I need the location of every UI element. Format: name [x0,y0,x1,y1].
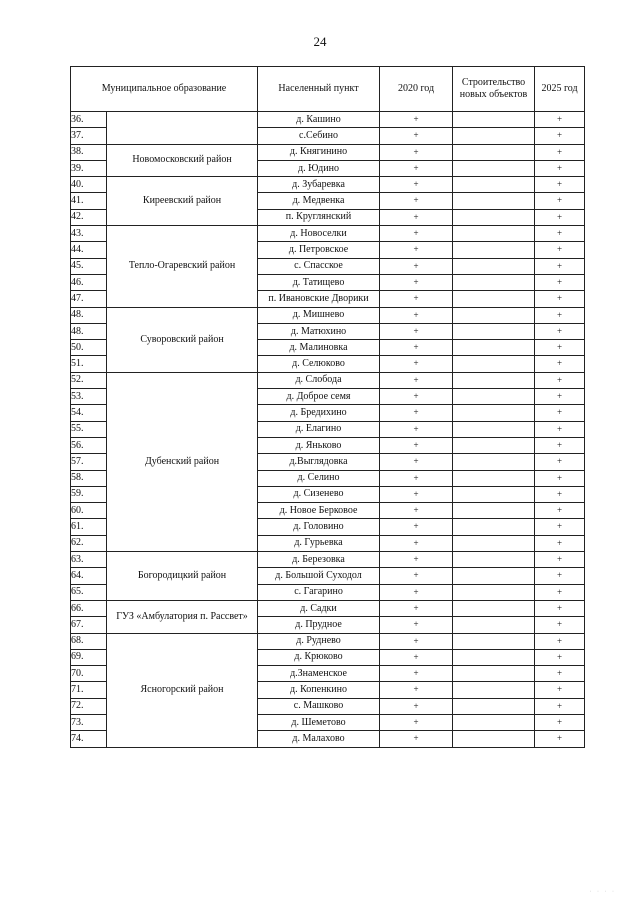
year-2020-mark: + [380,307,453,323]
table-row [71,552,585,568]
year-2025-mark: + [535,535,585,551]
new-construction-cell [453,503,535,519]
table-header [71,67,585,112]
new-construction-cell [453,649,535,665]
locality-cell: д. Медвенка [258,193,380,209]
year-2020-mark: + [380,714,453,730]
locality-cell: с. Машково [258,698,380,714]
locality-cell: д. Селюково [258,356,380,372]
year-2020-mark: + [380,372,453,388]
new-construction-cell [453,307,535,323]
municipality-cell: Ясногорский район [107,633,258,747]
row-number: 45. [71,258,107,274]
header-municipality: Муниципальное образование [71,67,258,112]
year-2020-mark: + [380,454,453,470]
year-2025-mark: + [535,731,585,747]
municipality-cell: Тепло-Огаревский район [107,226,258,307]
locality-cell: д. Новоселки [258,226,380,242]
locality-cell: п. Ивановские Дворики [258,291,380,307]
row-number: 57. [71,454,107,470]
locality-cell: д. Копенкино [258,682,380,698]
year-2025-mark: + [535,600,585,616]
locality-cell: с. Спасское [258,258,380,274]
new-construction-cell [453,291,535,307]
page-number: 24 [313,34,327,49]
new-construction-cell [453,340,535,356]
new-construction-cell [453,144,535,160]
year-2020-mark: + [380,144,453,160]
year-2020-mark: + [380,209,453,225]
year-2025-mark: + [535,274,585,290]
new-construction-cell [453,535,535,551]
row-number: 73. [71,714,107,730]
locality-cell: д. Юдино [258,160,380,176]
year-2020-mark: + [380,242,453,258]
locality-cell: п. Круглянский [258,209,380,225]
year-2025-mark: + [535,291,585,307]
year-2020-mark: + [380,698,453,714]
locality-cell: д.Знаменское [258,666,380,682]
row-number: 47. [71,291,107,307]
locality-cell: д. Петровское [258,242,380,258]
new-construction-cell [453,698,535,714]
municipality-cell: Киреевский район [107,177,258,226]
year-2025-mark: + [535,584,585,600]
header-locality: Населенный пункт [258,67,380,112]
year-2025-mark: + [535,714,585,730]
year-2020-mark: + [380,633,453,649]
locality-cell: д. Головино [258,519,380,535]
row-number: 71. [71,682,107,698]
new-construction-cell [453,421,535,437]
year-2020-mark: + [380,112,453,128]
year-2025-mark: + [535,633,585,649]
row-number: 38. [71,144,107,160]
locality-cell: д. Княгинино [258,144,380,160]
header-year-2025: 2025 год [535,67,585,112]
new-construction-cell [453,666,535,682]
new-construction-cell [453,128,535,144]
row-number: 56. [71,437,107,453]
year-2025-mark: + [535,666,585,682]
row-number: 61. [71,519,107,535]
locality-cell: д. Садки [258,600,380,616]
table-row [71,307,585,323]
year-2025-mark: + [535,503,585,519]
new-construction-cell [453,552,535,568]
table-row [71,112,585,128]
locality-cell: д. Доброе семя [258,389,380,405]
year-2020-mark: + [380,437,453,453]
locality-cell: д. Слобода [258,372,380,388]
row-number: 60. [71,503,107,519]
new-construction-cell [453,112,535,128]
year-2025-mark: + [535,682,585,698]
row-number: 52. [71,372,107,388]
year-2025-mark: + [535,552,585,568]
year-2025-mark: + [535,405,585,421]
municipality-cell [107,112,258,145]
new-construction-cell [453,584,535,600]
year-2025-mark: + [535,486,585,502]
year-2025-mark: + [535,389,585,405]
municipality-cell: Новомосковский район [107,144,258,177]
year-2020-mark: + [380,535,453,551]
table-row [71,372,585,388]
row-number: 72. [71,698,107,714]
year-2025-mark: + [535,242,585,258]
localities-table [70,66,585,748]
row-number: 58. [71,470,107,486]
new-construction-cell [453,372,535,388]
year-2020-mark: + [380,503,453,519]
year-2020-mark: + [380,731,453,747]
locality-cell: д. Яньково [258,437,380,453]
new-construction-cell [453,633,535,649]
new-construction-cell [453,160,535,176]
row-number: 64. [71,568,107,584]
row-number: 65. [71,584,107,600]
locality-cell: д. Большой Суходол [258,568,380,584]
new-construction-cell [453,274,535,290]
row-number: 48. [71,323,107,339]
year-2025-mark: + [535,177,585,193]
row-number: 54. [71,405,107,421]
new-construction-cell [453,323,535,339]
year-2025-mark: + [535,128,585,144]
table-row [71,177,585,193]
year-2020-mark: + [380,666,453,682]
locality-cell: д. Малиновка [258,340,380,356]
row-number: 66. [71,600,107,616]
table-row [71,226,585,242]
table-row [71,600,585,616]
locality-cell: д. Мишнево [258,307,380,323]
row-number: 40. [71,177,107,193]
row-number: 44. [71,242,107,258]
year-2025-mark: + [535,112,585,128]
new-construction-cell [453,405,535,421]
year-2025-mark: + [535,519,585,535]
municipality-cell: Богородицкий район [107,552,258,601]
locality-cell: д. Малахово [258,731,380,747]
row-number: 69. [71,649,107,665]
year-2020-mark: + [380,323,453,339]
year-2025-mark: + [535,209,585,225]
year-2020-mark: + [380,389,453,405]
locality-cell: д. Сизенево [258,486,380,502]
locality-cell: д. Селино [258,470,380,486]
municipality-cell: Суворовский район [107,307,258,372]
row-number: 36. [71,112,107,128]
table-row [71,144,585,160]
row-number: 41. [71,193,107,209]
header-new-construction: Строительство новых объектов [453,67,535,112]
year-2025-mark: + [535,193,585,209]
year-2020-mark: + [380,682,453,698]
new-construction-cell [453,731,535,747]
locality-cell: д. Новое Берковое [258,503,380,519]
row-number: 43. [71,226,107,242]
table-body [71,112,585,748]
row-number: 62. [71,535,107,551]
new-construction-cell [453,258,535,274]
year-2025-mark: + [535,307,585,323]
year-2025-mark: + [535,617,585,633]
locality-cell: д. Прудное [258,617,380,633]
row-number: 68. [71,633,107,649]
new-construction-cell [453,226,535,242]
locality-cell: д. Елагино [258,421,380,437]
new-construction-cell [453,193,535,209]
header-year-2020: 2020 год [380,67,453,112]
new-construction-cell [453,437,535,453]
row-number: 70. [71,666,107,682]
locality-cell: д. Гурьевка [258,535,380,551]
municipality-cell: ГУЗ «Амбулатория п. Рассвет» [107,600,258,633]
row-number: 63. [71,552,107,568]
year-2025-mark: + [535,649,585,665]
scan-artifact: · · · · [589,889,616,895]
new-construction-cell [453,519,535,535]
year-2025-mark: + [535,258,585,274]
new-construction-cell [453,470,535,486]
year-2020-mark: + [380,274,453,290]
row-number: 48. [71,307,107,323]
year-2020-mark: + [380,470,453,486]
year-2020-mark: + [380,177,453,193]
year-2020-mark: + [380,160,453,176]
year-2025-mark: + [535,323,585,339]
locality-cell: д. Шеметово [258,714,380,730]
row-number: 42. [71,209,107,225]
year-2025-mark: + [535,421,585,437]
table-row [71,633,585,649]
year-2025-mark: + [535,340,585,356]
new-construction-cell [453,617,535,633]
year-2025-mark: + [535,356,585,372]
locality-cell: с. Гагарино [258,584,380,600]
new-construction-cell [453,389,535,405]
locality-cell: д. Кашино [258,112,380,128]
new-construction-cell [453,242,535,258]
row-number: 55. [71,421,107,437]
row-number: 37. [71,128,107,144]
year-2025-mark: + [535,470,585,486]
year-2025-mark: + [535,372,585,388]
year-2020-mark: + [380,405,453,421]
year-2025-mark: + [535,226,585,242]
locality-cell: д. Матюхино [258,323,380,339]
year-2020-mark: + [380,258,453,274]
year-2025-mark: + [535,144,585,160]
year-2025-mark: + [535,454,585,470]
new-construction-cell [453,177,535,193]
row-number: 74. [71,731,107,747]
year-2020-mark: + [380,584,453,600]
row-number: 46. [71,274,107,290]
year-2020-mark: + [380,600,453,616]
year-2020-mark: + [380,128,453,144]
locality-cell: д. Татищево [258,274,380,290]
year-2020-mark: + [380,617,453,633]
year-2020-mark: + [380,356,453,372]
year-2020-mark: + [380,568,453,584]
locality-cell: д. Руднево [258,633,380,649]
locality-cell: д. Зубаревка [258,177,380,193]
row-number: 53. [71,389,107,405]
locality-cell: д. Березовка [258,552,380,568]
locality-cell: д. Бредихино [258,405,380,421]
year-2020-mark: + [380,226,453,242]
year-2020-mark: + [380,649,453,665]
municipality-cell: Дубенский район [107,372,258,551]
year-2025-mark: + [535,437,585,453]
new-construction-cell [453,486,535,502]
year-2020-mark: + [380,421,453,437]
year-2020-mark: + [380,552,453,568]
row-number: 39. [71,160,107,176]
locality-cell: д. Крюково [258,649,380,665]
new-construction-cell [453,568,535,584]
year-2020-mark: + [380,291,453,307]
locality-cell: с.Себино [258,128,380,144]
new-construction-cell [453,714,535,730]
year-2020-mark: + [380,519,453,535]
new-construction-cell [453,209,535,225]
new-construction-cell [453,682,535,698]
year-2025-mark: + [535,698,585,714]
locality-cell: д.Выглядовка [258,454,380,470]
row-number: 50. [71,340,107,356]
new-construction-cell [453,356,535,372]
year-2020-mark: + [380,340,453,356]
row-number: 51. [71,356,107,372]
new-construction-cell [453,454,535,470]
row-number: 59. [71,486,107,502]
new-construction-cell [453,600,535,616]
year-2025-mark: + [535,568,585,584]
year-2020-mark: + [380,193,453,209]
year-2020-mark: + [380,486,453,502]
row-number: 67. [71,617,107,633]
year-2025-mark: + [535,160,585,176]
